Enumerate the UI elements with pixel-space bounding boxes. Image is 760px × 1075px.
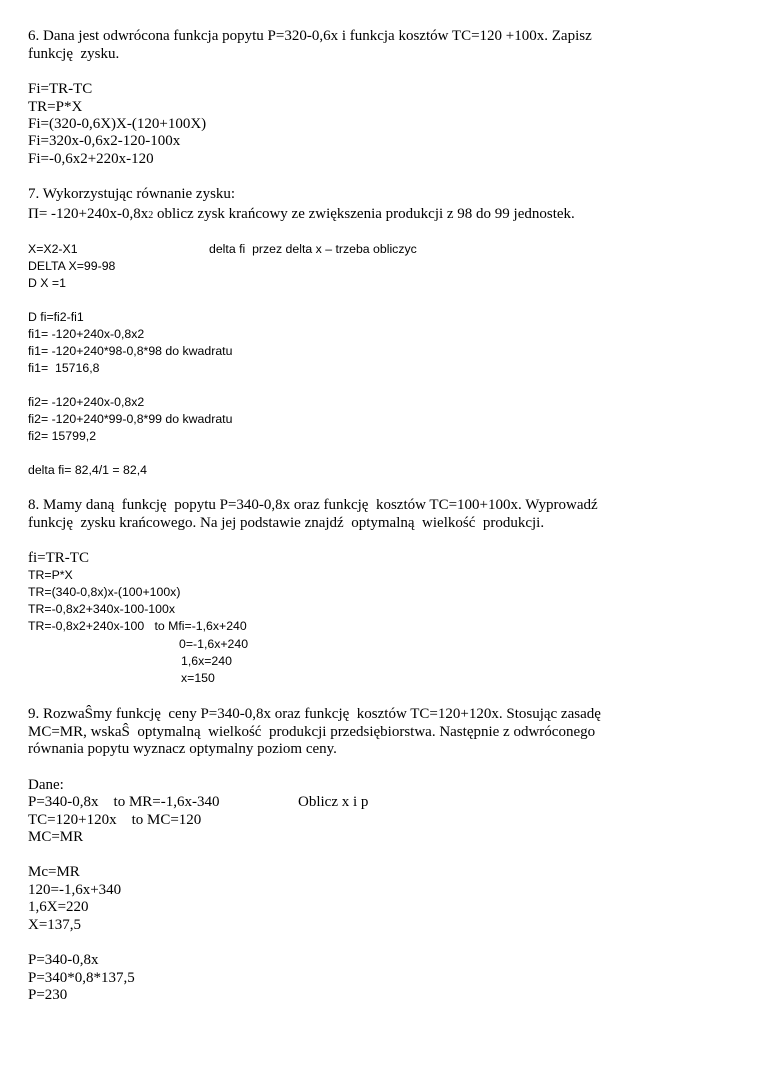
- pi-symbol: Π: [28, 206, 39, 222]
- q7-fi2-line: fi2= -120+240*99-0,8*99 do kwadratu: [28, 412, 233, 426]
- q9-p-line: P=340-0,8x to MR=-1,6x-340: [28, 794, 220, 810]
- q7-fi1-line: fi1= -120+240*98-0,8*98 do kwadratu: [28, 344, 233, 358]
- q7-instruction: oblicz zysk krańcowy ze zwiększenia produkcji z 98 do 99 jednostek.: [153, 206, 575, 222]
- q9-price-line: P=340-0,8x: [28, 952, 99, 968]
- q6-solution-line: Fi=-0,6x2+220x-120: [28, 151, 154, 167]
- q9-oblicz: Oblicz x i p: [298, 794, 369, 810]
- q9-mc-line: 120=-1,6x+340: [28, 882, 122, 898]
- q7-equation: = -120+240x-0,8x: [38, 206, 149, 222]
- q6-line-2: funkcję zysku.: [28, 46, 120, 62]
- q9-line-1: 9. RozwaŜmy funkcję ceny P=340-0,8x oraz funkcję kosztów TC=120+120x. Stosując zasadę: [28, 706, 601, 722]
- q7-fi1-line: fi1= 15716,8: [28, 361, 100, 375]
- q7-fi2-line: fi2= -120+240x-0,8x2: [28, 395, 145, 409]
- q9-dane-label: Dane:: [28, 777, 64, 793]
- q7-x-line: X=X2-X1: [28, 242, 78, 256]
- q8-line-2: funkcję zysku krańcowego. Na jej podstawie znajdź optymalną wielkość produkcji.: [28, 515, 545, 531]
- q9-mc-line: Mc=MR: [28, 864, 80, 880]
- q6-solution-line: Fi=320x-0,6x2-120-100x: [28, 133, 181, 149]
- q7-line-1: 7. Wykorzystując równanie zysku:: [28, 186, 236, 202]
- q7-result: delta fi= 82,4/1 = 82,4: [28, 463, 147, 477]
- q7-fi1-line: fi1= -120+240x-0,8x2: [28, 327, 145, 341]
- q8-solution-line: TR=P*X: [28, 568, 73, 582]
- q7-exponent: 2: [148, 210, 154, 221]
- q7-line-2: [28, 207, 575, 222]
- q7-fi1-line: D fi=fi2-fi1: [28, 310, 84, 324]
- q8-fi-line: fi=TR-TC: [28, 550, 89, 566]
- q8-solution-line: TR=-0,8x2+240x-100 to Mfi=-1,6x+240: [28, 619, 247, 633]
- q9-price-line: P=230: [28, 987, 68, 1003]
- q7-delta-line: DELTA X=99-98: [28, 259, 116, 273]
- q9-given-line: MC=MR: [28, 829, 84, 845]
- q9-mc-line: X=137,5: [28, 917, 82, 933]
- q6-solution-line: Fi=(320-0,6X)X-(120+100X): [28, 116, 207, 132]
- q6-solution-line: Fi=TR-TC: [28, 81, 93, 97]
- q9-line-3: równania popytu wyznacz optymalny poziom ceny.: [28, 741, 337, 757]
- q9-mc-line: 1,6X=220: [28, 899, 89, 915]
- q8-solution-line: TR=-0,8x2+340x-100-100x: [28, 602, 175, 616]
- q7-note: delta fi przez delta x – trzeba obliczyc: [209, 242, 417, 256]
- q7-fi2-line: fi2= 15799,2: [28, 429, 97, 443]
- q8-step: 0=-1,6x+240: [179, 637, 249, 651]
- q8-line-1: 8. Mamy daną funkcję popytu P=340-0,8x oraz funkcję kosztów TC=100+100x. Wyprowadź: [28, 497, 598, 513]
- q6-line-1: 6. Dana jest odwrócona funkcja popytu P=320-0,6x i funkcja kosztów TC=120 +100x. Zapisz: [28, 28, 592, 44]
- q6-solution-line: TR=P*X: [28, 99, 83, 115]
- q9-price-line: P=340*0,8*137,5: [28, 970, 135, 986]
- q9-line-2: MC=MR, wskaŜ optymalną wielkość produkcji przedsiębiorstwa. Następnie z odwróconego: [28, 724, 596, 740]
- q9-given-line: TC=120+120x to MC=120: [28, 812, 202, 828]
- q7-delta-line: D X =1: [28, 276, 66, 290]
- q8-solution-line: TR=(340-0,8x)x-(100+100x): [28, 585, 181, 599]
- q8-step: x=150: [181, 671, 215, 685]
- q8-step: 1,6x=240: [181, 654, 232, 668]
